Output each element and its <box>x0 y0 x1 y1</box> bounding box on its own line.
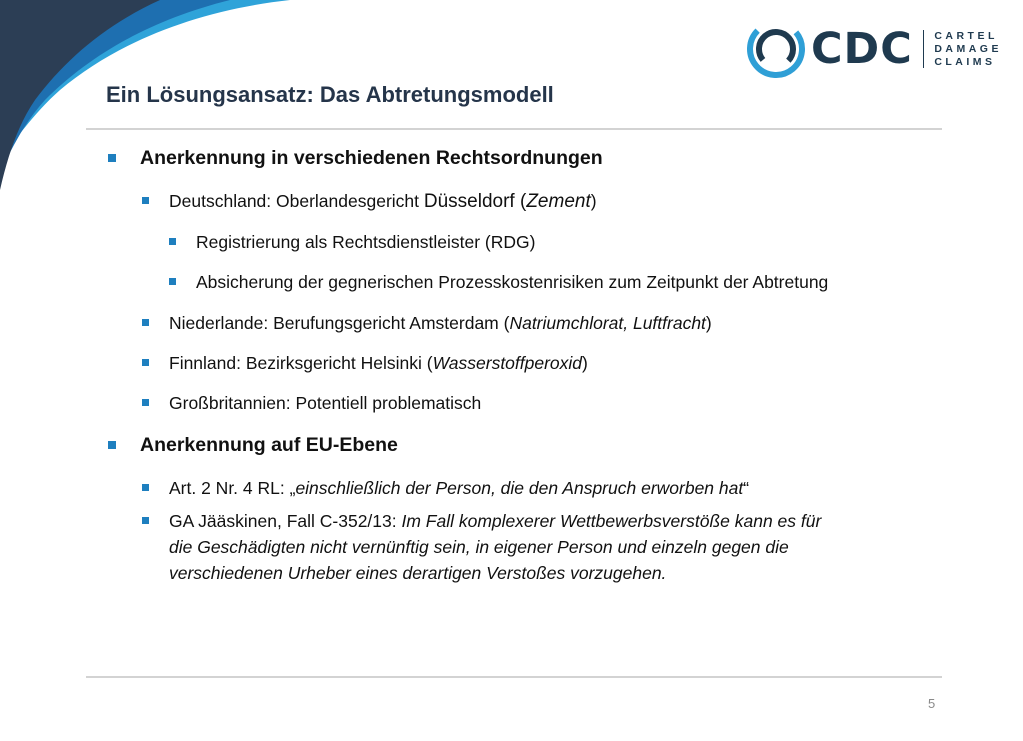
text-segment-italic: Natriumchlorat, Luftfracht <box>509 313 706 333</box>
cdc-circle-logo-icon <box>745 18 807 80</box>
bullet-text: Absicherung der gegnerischen Prozesskostenrisiken zum Zeitpunkt der Abtretung <box>196 272 829 292</box>
text-segment: Art. 2 Nr. 4 RL: „ <box>169 478 296 498</box>
text-segment: ) <box>705 313 712 333</box>
bullet-level1 <box>108 432 398 458</box>
bullet-level2 <box>142 350 588 376</box>
text-segment-italic: einschließlich der Person, die den Anspruch erworben hat <box>295 478 744 498</box>
bullet-text: Großbritannien: Potentiell problematisch <box>169 393 482 413</box>
text-segment-italic: Im Fall komplexerer Wettbewerbsverstöße kann es für <box>401 511 822 531</box>
bullet-text <box>169 475 749 501</box>
logo-name: CDC <box>811 23 913 74</box>
bullet-text: Registrierung als Rechtsdienstleister (RDG) <box>196 232 536 252</box>
text-segment: Niederlande: Berufungsgericht Amsterdam ( <box>169 313 510 333</box>
bullet-text <box>169 350 588 376</box>
square-bullet-icon <box>108 441 116 449</box>
text-segment: Düsseldorf <box>423 191 515 212</box>
text-segment-italic: Wasserstoffperoxid <box>432 353 583 373</box>
bullet-level3 <box>169 229 535 255</box>
bullet-level1 <box>108 145 603 171</box>
text-segment: ) <box>590 191 597 211</box>
logo-line-2: DAMAGE <box>934 42 1002 55</box>
text-line-italic: die Geschädigten nicht vernünftig sein, in eigener Person und einzeln gegen die <box>169 537 789 557</box>
logo-line-1: CARTEL <box>934 29 998 42</box>
logo-separator <box>923 30 925 68</box>
slide-title: Ein Lösungsansatz: Das Abtretungsmodell <box>106 82 554 107</box>
title-divider <box>86 128 942 130</box>
bullet-text: Anerkennung auf EU-Ebene <box>140 434 398 456</box>
square-bullet-icon <box>142 517 149 524</box>
page-number: 5 <box>928 696 936 711</box>
text-line <box>169 508 949 534</box>
bullet-level3 <box>169 269 828 295</box>
square-bullet-icon <box>142 484 149 491</box>
text-segment: “ <box>743 478 750 498</box>
text-segment: ( <box>514 191 527 212</box>
logo-subtitle <box>934 30 1002 69</box>
text-segment: ) <box>582 353 588 373</box>
square-bullet-icon <box>142 197 149 204</box>
cdc-logo <box>745 18 1002 80</box>
bullet-text <box>169 188 597 215</box>
text-segment: GA Jääskinen, Fall C-352/13: <box>169 511 402 531</box>
bullet-level2 <box>142 188 597 215</box>
bullet-level2 <box>142 475 749 501</box>
text-segment: Finnland: Bezirksgericht Helsinki ( <box>169 353 433 373</box>
square-bullet-icon <box>142 319 149 326</box>
text-line-italic: verschiedenen Urheber eines derartigen Verstoßes vorzugehen. <box>169 563 667 583</box>
square-bullet-icon <box>142 359 149 366</box>
bullet-level2 <box>142 310 712 336</box>
footer-divider <box>86 676 942 678</box>
bullet-text <box>169 310 712 336</box>
bullet-level2 <box>142 390 481 416</box>
square-bullet-icon <box>108 154 116 162</box>
bullet-text <box>169 508 949 586</box>
text-segment: Deutschland: Oberlandesgericht <box>169 191 424 211</box>
text-segment-italic: Zement <box>526 191 591 212</box>
square-bullet-icon <box>142 399 149 406</box>
bullet-level2 <box>142 508 949 586</box>
square-bullet-icon <box>169 278 176 285</box>
square-bullet-icon <box>169 238 176 245</box>
logo-line-3: CLAIMS <box>934 55 996 68</box>
bullet-text: Anerkennung in verschiedenen Rechtsordnungen <box>140 147 603 169</box>
